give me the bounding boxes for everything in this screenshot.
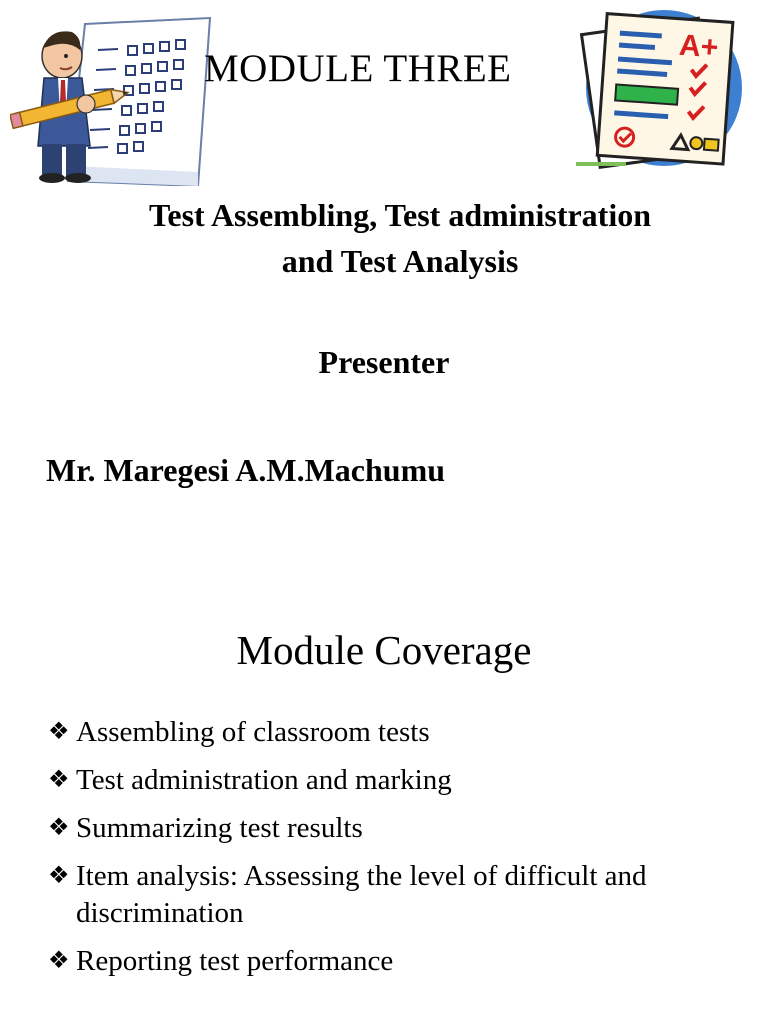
- module-title: MODULE THREE: [204, 47, 512, 90]
- diamond-bullet-icon: ❖: [48, 948, 70, 974]
- presenter-label: Presenter: [318, 344, 450, 380]
- coverage-item-text: Summarizing test results: [76, 812, 363, 844]
- diamond-bullet-icon: ❖: [48, 863, 70, 889]
- subtitle-line-2: and Test Analysis: [281, 243, 519, 279]
- coverage-item: [48, 762, 748, 799]
- presenter-name: Mr. Maregesi A.M.Machumu: [46, 452, 446, 488]
- coverage-item-text: Assembling of classroom tests: [76, 716, 430, 748]
- coverage-item: [48, 858, 748, 932]
- coverage-item-text: Reporting test performance: [76, 945, 394, 977]
- module-subtitle: [60, 192, 740, 284]
- diamond-bullet-icon: ❖: [48, 767, 70, 793]
- coverage-slide: [0, 580, 768, 1024]
- coverage-item: [48, 714, 748, 751]
- subtitle-line-1: Test Assembling, Test administration: [148, 197, 652, 233]
- coverage-title: Module Coverage: [236, 627, 532, 673]
- diamond-bullet-icon: ❖: [48, 719, 70, 745]
- diamond-bullet-icon: ❖: [48, 815, 70, 841]
- graded-test-paper-icon: [572, 10, 752, 170]
- coverage-item-text: Item analysis: Assessing the level of difficult and discrimination: [76, 860, 647, 929]
- coverage-list: [48, 714, 748, 991]
- teacher-with-pencil-icon: [10, 16, 215, 186]
- grade-mark: A+: [678, 28, 720, 65]
- coverage-item-text: Test administration and marking: [76, 764, 452, 796]
- coverage-item: [48, 943, 748, 980]
- coverage-item: [48, 810, 748, 847]
